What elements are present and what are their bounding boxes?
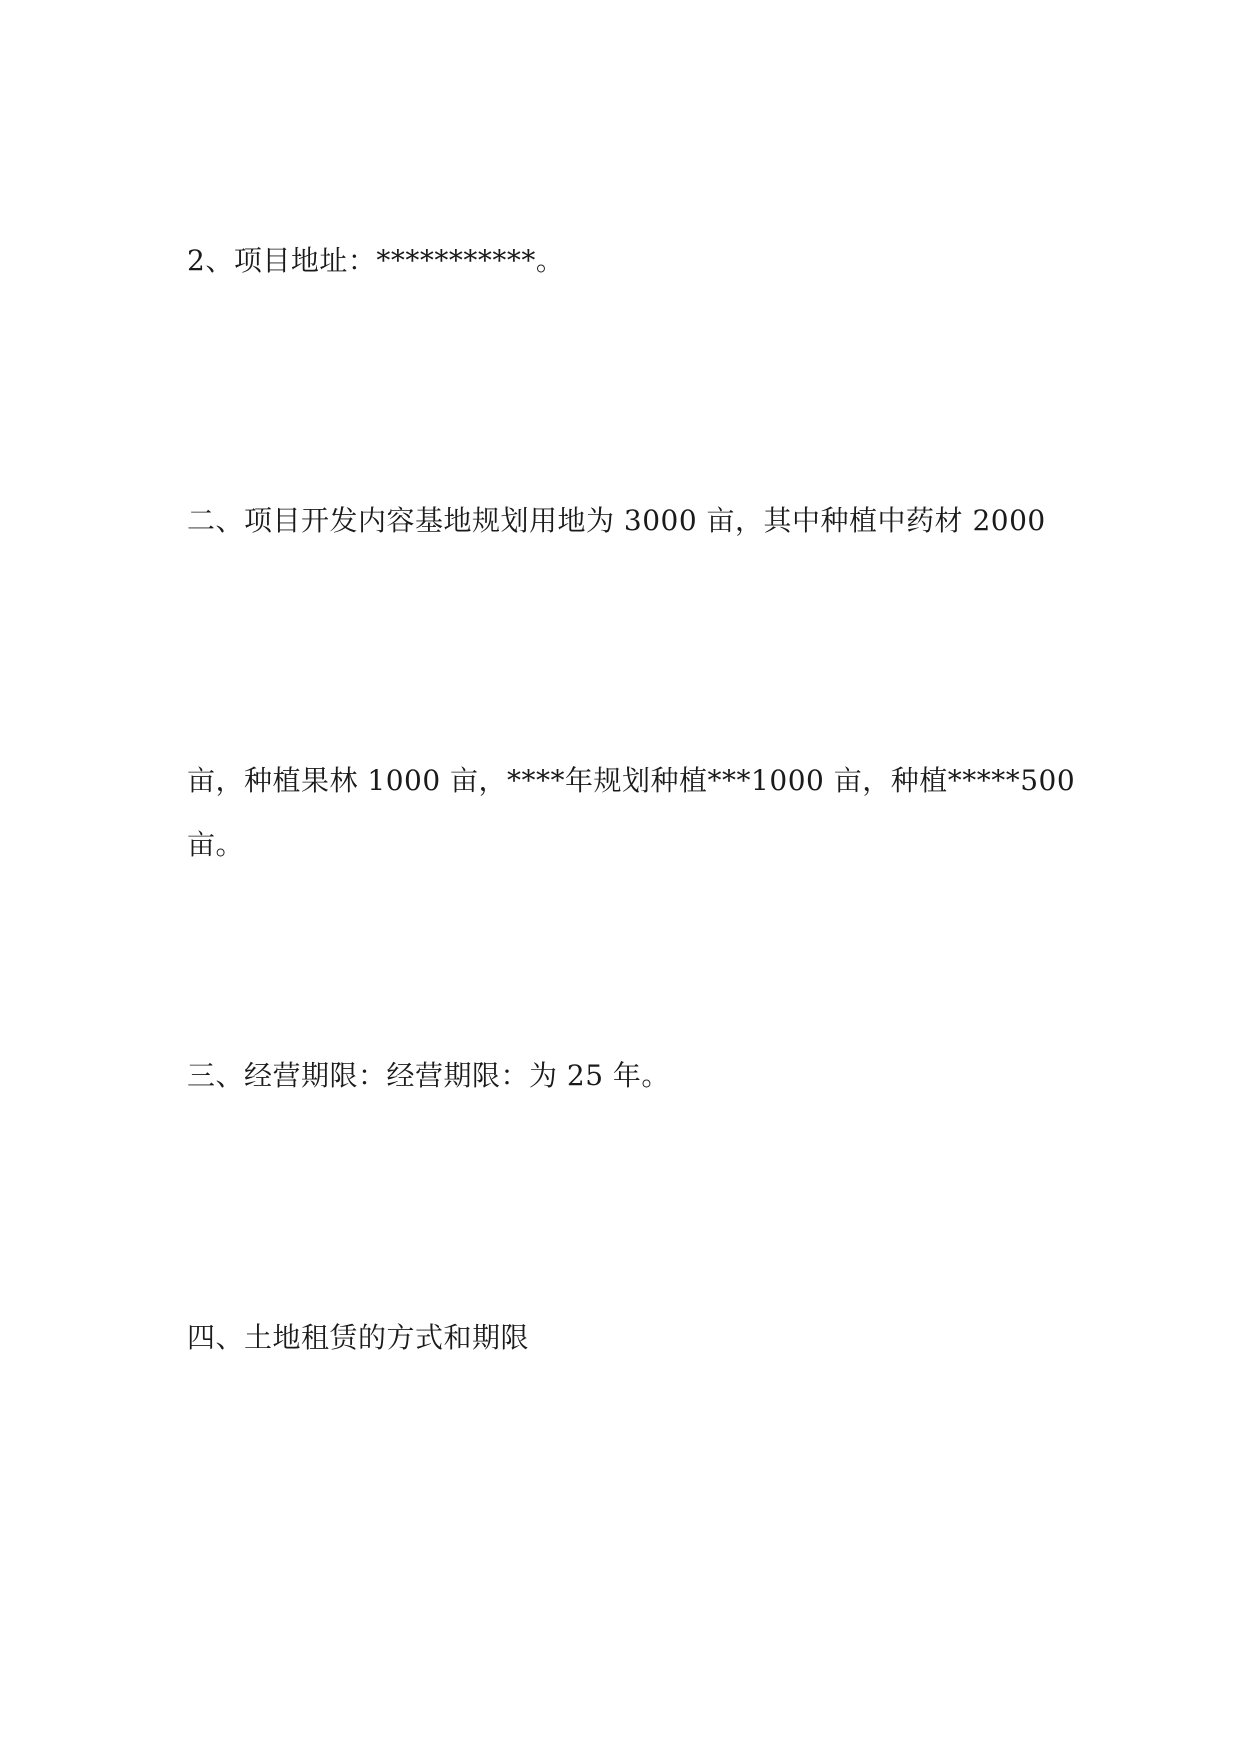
planting-plan-line-end: 亩。: [187, 828, 245, 861]
project-address-line: 2、项目地址：***********。: [187, 244, 565, 277]
planting-plan-line: 亩，种植果林 1000 亩，****年规划种植***1000 亩，种植*****500: [187, 764, 1076, 797]
development-content-line: 二、项目开发内容基地规划用地为 3000 亩，其中种植中药材 2000: [187, 504, 1046, 537]
operating-period-line: 三、经营期限：经营期限：为 25 年。: [187, 1059, 670, 1092]
land-lease-heading: 四、土地租赁的方式和期限: [187, 1321, 530, 1354]
